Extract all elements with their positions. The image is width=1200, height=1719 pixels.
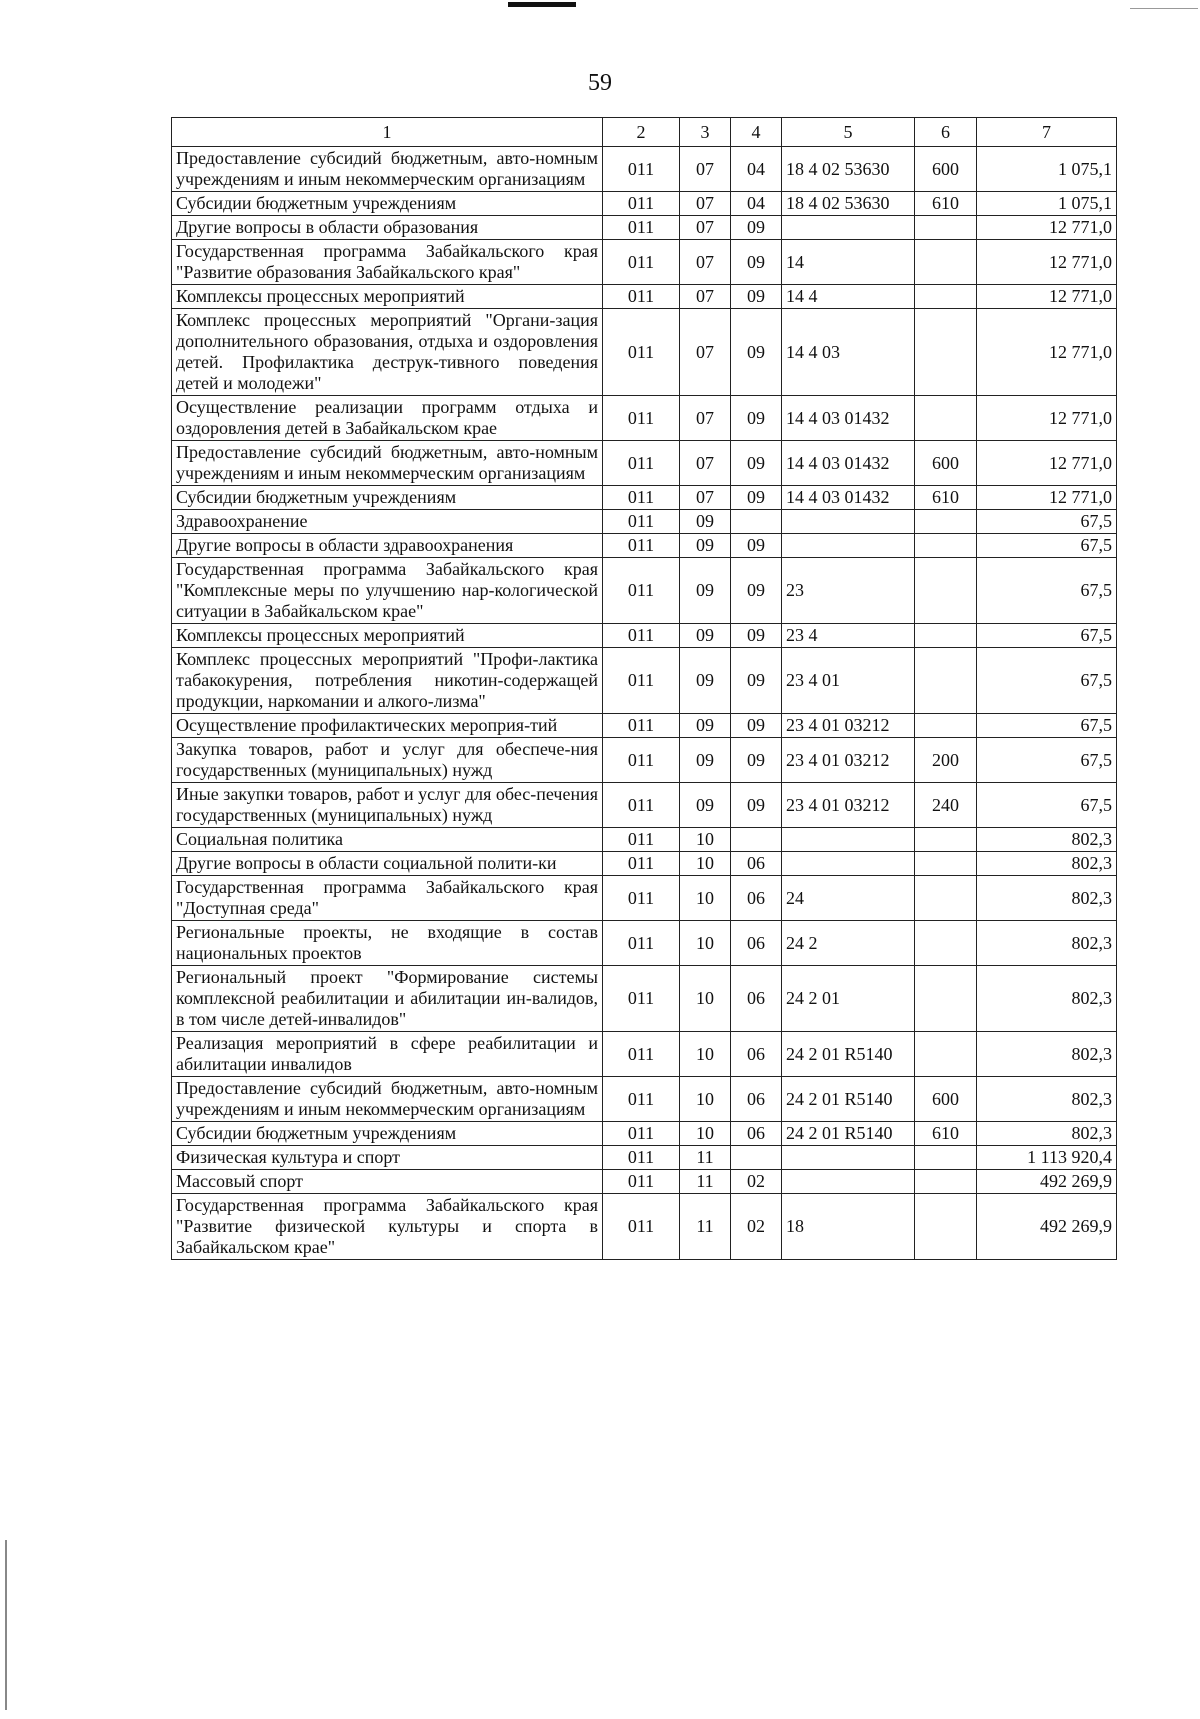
row-subsection-code: 09 bbox=[731, 534, 782, 558]
row-amount: 67,5 bbox=[977, 558, 1117, 624]
row-name: Государственная программа Забайкальского края "Развитие физической культуры и спорта в Забайкальском крае" bbox=[172, 1194, 603, 1260]
table-row bbox=[172, 1146, 1117, 1170]
row-target-article: 18 4 02 53630 bbox=[782, 147, 915, 192]
row-target-article: 24 2 bbox=[782, 921, 915, 966]
row-section-code: 10 bbox=[680, 1122, 731, 1146]
table-row bbox=[172, 240, 1117, 285]
table-row bbox=[172, 1170, 1117, 1194]
row-target-article bbox=[782, 1146, 915, 1170]
row-target-article: 14 4 bbox=[782, 285, 915, 309]
row-section-code: 10 bbox=[680, 828, 731, 852]
row-expense-type bbox=[915, 534, 977, 558]
row-section-code: 07 bbox=[680, 192, 731, 216]
table-row bbox=[172, 714, 1117, 738]
row-subsection-code: 02 bbox=[731, 1170, 782, 1194]
row-name: Комплексы процессных мероприятий bbox=[172, 285, 603, 309]
row-section-code: 09 bbox=[680, 714, 731, 738]
row-section-code: 09 bbox=[680, 624, 731, 648]
table-row bbox=[172, 192, 1117, 216]
row-section-code: 10 bbox=[680, 852, 731, 876]
table-row bbox=[172, 876, 1117, 921]
row-subsection-code: 02 bbox=[731, 1194, 782, 1260]
row-name: Предоставление субсидий бюджетным, авто-номным учреждениям и иным некоммерческим организациям bbox=[172, 441, 603, 486]
table-row bbox=[172, 966, 1117, 1032]
row-name: Другие вопросы в области образования bbox=[172, 216, 603, 240]
row-target-article bbox=[782, 828, 915, 852]
row-target-article: 23 4 bbox=[782, 624, 915, 648]
column-header: 7 bbox=[977, 118, 1117, 147]
row-ministry-code: 011 bbox=[603, 1170, 680, 1194]
table-row bbox=[172, 558, 1117, 624]
row-ministry-code: 011 bbox=[603, 147, 680, 192]
row-ministry-code: 011 bbox=[603, 558, 680, 624]
table-row bbox=[172, 1077, 1117, 1122]
row-expense-type bbox=[915, 966, 977, 1032]
row-amount: 12 771,0 bbox=[977, 441, 1117, 486]
row-section-code: 10 bbox=[680, 1032, 731, 1077]
row-expense-type bbox=[915, 1194, 977, 1260]
row-amount: 12 771,0 bbox=[977, 486, 1117, 510]
table-row bbox=[172, 738, 1117, 783]
row-target-article: 18 4 02 53630 bbox=[782, 192, 915, 216]
row-subsection-code: 04 bbox=[731, 147, 782, 192]
row-section-code: 10 bbox=[680, 921, 731, 966]
row-section-code: 10 bbox=[680, 966, 731, 1032]
row-name: Государственная программа Забайкальского края "Комплексные меры по улучшению нар-кологической ситуации в Забайкальском крае" bbox=[172, 558, 603, 624]
row-target-article: 24 bbox=[782, 876, 915, 921]
row-section-code: 10 bbox=[680, 1077, 731, 1122]
row-expense-type bbox=[915, 624, 977, 648]
row-section-code: 09 bbox=[680, 534, 731, 558]
row-section-code: 07 bbox=[680, 285, 731, 309]
row-expense-type bbox=[915, 852, 977, 876]
row-target-article: 23 4 01 03212 bbox=[782, 714, 915, 738]
table-row bbox=[172, 396, 1117, 441]
row-target-article: 24 2 01 R5140 bbox=[782, 1032, 915, 1077]
row-amount: 802,3 bbox=[977, 1032, 1117, 1077]
row-ministry-code: 011 bbox=[603, 1122, 680, 1146]
row-ministry-code: 011 bbox=[603, 285, 680, 309]
row-target-article: 24 2 01 R5140 bbox=[782, 1122, 915, 1146]
row-section-code: 09 bbox=[680, 738, 731, 783]
row-amount: 802,3 bbox=[977, 1077, 1117, 1122]
row-amount: 12 771,0 bbox=[977, 216, 1117, 240]
row-ministry-code: 011 bbox=[603, 396, 680, 441]
row-subsection-code: 09 bbox=[731, 285, 782, 309]
row-subsection-code: 06 bbox=[731, 966, 782, 1032]
row-name: Осуществление реализации программ отдыха и оздоровления детей в Забайкальском крае bbox=[172, 396, 603, 441]
row-ministry-code: 011 bbox=[603, 738, 680, 783]
row-subsection-code: 09 bbox=[731, 240, 782, 285]
row-section-code: 07 bbox=[680, 240, 731, 285]
column-header: 1 bbox=[172, 118, 603, 147]
row-expense-type bbox=[915, 309, 977, 396]
table-row bbox=[172, 1122, 1117, 1146]
row-ministry-code: 011 bbox=[603, 828, 680, 852]
row-subsection-code bbox=[731, 510, 782, 534]
page-number: 59 bbox=[588, 70, 612, 96]
row-subsection-code: 09 bbox=[731, 783, 782, 828]
table-row bbox=[172, 1194, 1117, 1260]
row-target-article: 18 bbox=[782, 1194, 915, 1260]
row-ministry-code: 011 bbox=[603, 1194, 680, 1260]
row-subsection-code: 06 bbox=[731, 1077, 782, 1122]
table-row bbox=[172, 216, 1117, 240]
row-target-article bbox=[782, 852, 915, 876]
row-target-article: 23 4 01 03212 bbox=[782, 738, 915, 783]
row-target-article bbox=[782, 534, 915, 558]
row-section-code: 07 bbox=[680, 309, 731, 396]
row-name: Субсидии бюджетным учреждениям bbox=[172, 1122, 603, 1146]
row-name: Комплекс процессных мероприятий "Профи-лактика табакокурения, потребления никотин-содержащей продукции, наркомании и алкого-лизма" bbox=[172, 648, 603, 714]
row-name: Реализация мероприятий в сфере реабилитации и абилитации инвалидов bbox=[172, 1032, 603, 1077]
row-name: Субсидии бюджетным учреждениям bbox=[172, 486, 603, 510]
row-section-code: 11 bbox=[680, 1170, 731, 1194]
row-ministry-code: 011 bbox=[603, 1146, 680, 1170]
table-row bbox=[172, 486, 1117, 510]
row-target-article: 14 4 03 bbox=[782, 309, 915, 396]
row-amount: 67,5 bbox=[977, 648, 1117, 714]
row-expense-type: 200 bbox=[915, 738, 977, 783]
row-name: Осуществление профилактических мероприя-тий bbox=[172, 714, 603, 738]
row-ministry-code: 011 bbox=[603, 1077, 680, 1122]
row-ministry-code: 011 bbox=[603, 240, 680, 285]
row-expense-type bbox=[915, 216, 977, 240]
row-expense-type: 610 bbox=[915, 192, 977, 216]
row-expense-type bbox=[915, 285, 977, 309]
row-expense-type bbox=[915, 1032, 977, 1077]
row-ministry-code: 011 bbox=[603, 216, 680, 240]
row-subsection-code: 09 bbox=[731, 216, 782, 240]
row-target-article: 24 2 01 R5140 bbox=[782, 1077, 915, 1122]
row-expense-type: 240 bbox=[915, 783, 977, 828]
row-expense-type: 600 bbox=[915, 147, 977, 192]
row-expense-type bbox=[915, 510, 977, 534]
row-subsection-code: 09 bbox=[731, 558, 782, 624]
row-amount: 802,3 bbox=[977, 966, 1117, 1032]
row-ministry-code: 011 bbox=[603, 648, 680, 714]
row-subsection-code: 09 bbox=[731, 624, 782, 648]
row-subsection-code: 06 bbox=[731, 852, 782, 876]
row-section-code: 07 bbox=[680, 441, 731, 486]
row-section-code: 11 bbox=[680, 1146, 731, 1170]
row-amount: 1 075,1 bbox=[977, 147, 1117, 192]
row-name: Другие вопросы в области социальной полити-ки bbox=[172, 852, 603, 876]
row-target-article: 24 2 01 bbox=[782, 966, 915, 1032]
column-header: 6 bbox=[915, 118, 977, 147]
row-name: Предоставление субсидий бюджетным, авто-номным учреждениям и иным некоммерческим организациям bbox=[172, 1077, 603, 1122]
table-row bbox=[172, 441, 1117, 486]
row-subsection-code: 09 bbox=[731, 648, 782, 714]
row-ministry-code: 011 bbox=[603, 1032, 680, 1077]
row-ministry-code: 011 bbox=[603, 624, 680, 648]
row-expense-type: 610 bbox=[915, 486, 977, 510]
row-target-article bbox=[782, 510, 915, 534]
row-subsection-code: 04 bbox=[731, 192, 782, 216]
row-amount: 492 269,9 bbox=[977, 1194, 1117, 1260]
row-expense-type: 600 bbox=[915, 1077, 977, 1122]
row-subsection-code: 06 bbox=[731, 876, 782, 921]
row-name: Субсидии бюджетным учреждениям bbox=[172, 192, 603, 216]
table-row bbox=[172, 309, 1117, 396]
row-section-code: 07 bbox=[680, 216, 731, 240]
row-name: Предоставление субсидий бюджетным, авто-номным учреждениям и иным некоммерческим организациям bbox=[172, 147, 603, 192]
row-ministry-code: 011 bbox=[603, 921, 680, 966]
row-subsection-code: 09 bbox=[731, 441, 782, 486]
table-row bbox=[172, 534, 1117, 558]
row-section-code: 07 bbox=[680, 147, 731, 192]
row-ministry-code: 011 bbox=[603, 966, 680, 1032]
row-name: Здравоохранение bbox=[172, 510, 603, 534]
row-amount: 12 771,0 bbox=[977, 285, 1117, 309]
row-amount: 12 771,0 bbox=[977, 396, 1117, 441]
row-section-code: 09 bbox=[680, 558, 731, 624]
row-subsection-code: 09 bbox=[731, 714, 782, 738]
row-section-code: 09 bbox=[680, 510, 731, 534]
row-amount: 802,3 bbox=[977, 1122, 1117, 1146]
row-target-article: 23 4 01 03212 bbox=[782, 783, 915, 828]
row-name: Государственная программа Забайкальского края "Доступная среда" bbox=[172, 876, 603, 921]
row-target-article: 14 4 03 01432 bbox=[782, 441, 915, 486]
row-name: Социальная политика bbox=[172, 828, 603, 852]
row-expense-type bbox=[915, 876, 977, 921]
row-amount: 67,5 bbox=[977, 534, 1117, 558]
row-target-article: 23 bbox=[782, 558, 915, 624]
table-row bbox=[172, 828, 1117, 852]
row-amount: 67,5 bbox=[977, 624, 1117, 648]
row-ministry-code: 011 bbox=[603, 309, 680, 396]
row-subsection-code: 09 bbox=[731, 309, 782, 396]
row-name: Массовый спорт bbox=[172, 1170, 603, 1194]
row-expense-type: 600 bbox=[915, 441, 977, 486]
row-name: Региональный проект "Формирование системы комплексной реабилитации и абилитации ин-валидов, в том числе детей-инвалидов" bbox=[172, 966, 603, 1032]
row-amount: 12 771,0 bbox=[977, 240, 1117, 285]
table-row bbox=[172, 921, 1117, 966]
row-section-code: 10 bbox=[680, 876, 731, 921]
row-expense-type bbox=[915, 1170, 977, 1194]
row-expense-type bbox=[915, 648, 977, 714]
header-row bbox=[172, 118, 1117, 147]
table-row bbox=[172, 783, 1117, 828]
row-name: Закупка товаров, работ и услуг для обеспече-ния государственных (муниципальных) нужд bbox=[172, 738, 603, 783]
row-ministry-code: 011 bbox=[603, 441, 680, 486]
table-row bbox=[172, 510, 1117, 534]
row-name: Иные закупки товаров, работ и услуг для обес-печения государственных (муниципальных) нужд bbox=[172, 783, 603, 828]
row-target-article bbox=[782, 1170, 915, 1194]
row-subsection-code bbox=[731, 1146, 782, 1170]
row-ministry-code: 011 bbox=[603, 534, 680, 558]
row-subsection-code: 06 bbox=[731, 1032, 782, 1077]
row-name: Региональные проекты, не входящие в состав национальных проектов bbox=[172, 921, 603, 966]
column-header: 5 bbox=[782, 118, 915, 147]
scan-artifact-bar bbox=[508, 2, 576, 7]
row-ministry-code: 011 bbox=[603, 486, 680, 510]
row-amount: 12 771,0 bbox=[977, 309, 1117, 396]
table-row bbox=[172, 147, 1117, 192]
row-target-article: 14 4 03 01432 bbox=[782, 396, 915, 441]
row-target-article: 14 4 03 01432 bbox=[782, 486, 915, 510]
row-subsection-code: 09 bbox=[731, 396, 782, 441]
table-row bbox=[172, 624, 1117, 648]
row-subsection-code: 06 bbox=[731, 1122, 782, 1146]
table-row bbox=[172, 852, 1117, 876]
column-header: 2 bbox=[603, 118, 680, 147]
row-name: Комплексы процессных мероприятий bbox=[172, 624, 603, 648]
table-row bbox=[172, 285, 1117, 309]
row-amount: 802,3 bbox=[977, 921, 1117, 966]
row-ministry-code: 011 bbox=[603, 714, 680, 738]
row-ministry-code: 011 bbox=[603, 192, 680, 216]
table-row bbox=[172, 1032, 1117, 1077]
row-expense-type bbox=[915, 828, 977, 852]
row-amount: 802,3 bbox=[977, 828, 1117, 852]
row-name: Другие вопросы в области здравоохранения bbox=[172, 534, 603, 558]
row-section-code: 07 bbox=[680, 486, 731, 510]
row-expense-type: 610 bbox=[915, 1122, 977, 1146]
row-amount: 492 269,9 bbox=[977, 1170, 1117, 1194]
row-ministry-code: 011 bbox=[603, 876, 680, 921]
row-ministry-code: 011 bbox=[603, 510, 680, 534]
row-amount: 67,5 bbox=[977, 714, 1117, 738]
row-expense-type bbox=[915, 921, 977, 966]
row-name: Физическая культура и спорт bbox=[172, 1146, 603, 1170]
row-ministry-code: 011 bbox=[603, 783, 680, 828]
row-expense-type bbox=[915, 558, 977, 624]
row-expense-type bbox=[915, 396, 977, 441]
row-subsection-code: 09 bbox=[731, 486, 782, 510]
row-expense-type bbox=[915, 1146, 977, 1170]
row-subsection-code: 09 bbox=[731, 738, 782, 783]
row-amount: 1 075,1 bbox=[977, 192, 1117, 216]
row-amount: 67,5 bbox=[977, 783, 1117, 828]
budget-table bbox=[171, 117, 1117, 1260]
row-expense-type bbox=[915, 714, 977, 738]
row-name: Комплекс процессных мероприятий "Органи-зация дополнительного образования, отдыха и оздоровления детей. Профилактика деструк-тивного поведения детей и молодежи" bbox=[172, 309, 603, 396]
row-amount: 67,5 bbox=[977, 738, 1117, 783]
column-header: 3 bbox=[680, 118, 731, 147]
row-amount: 1 113 920,4 bbox=[977, 1146, 1117, 1170]
scan-artifact-edge bbox=[5, 1540, 7, 1710]
row-name: Государственная программа Забайкальского края "Развитие образования Забайкальского края" bbox=[172, 240, 603, 285]
row-section-code: 09 bbox=[680, 648, 731, 714]
row-target-article bbox=[782, 216, 915, 240]
row-amount: 802,3 bbox=[977, 852, 1117, 876]
row-subsection-code: 06 bbox=[731, 921, 782, 966]
row-section-code: 07 bbox=[680, 396, 731, 441]
row-section-code: 09 bbox=[680, 783, 731, 828]
row-amount: 67,5 bbox=[977, 510, 1117, 534]
scan-artifact-line bbox=[1130, 8, 1198, 9]
row-section-code: 11 bbox=[680, 1194, 731, 1260]
row-amount: 802,3 bbox=[977, 876, 1117, 921]
column-header: 4 bbox=[731, 118, 782, 147]
row-expense-type bbox=[915, 240, 977, 285]
row-subsection-code bbox=[731, 828, 782, 852]
row-ministry-code: 011 bbox=[603, 852, 680, 876]
row-target-article: 14 bbox=[782, 240, 915, 285]
table-row bbox=[172, 648, 1117, 714]
row-target-article: 23 4 01 bbox=[782, 648, 915, 714]
